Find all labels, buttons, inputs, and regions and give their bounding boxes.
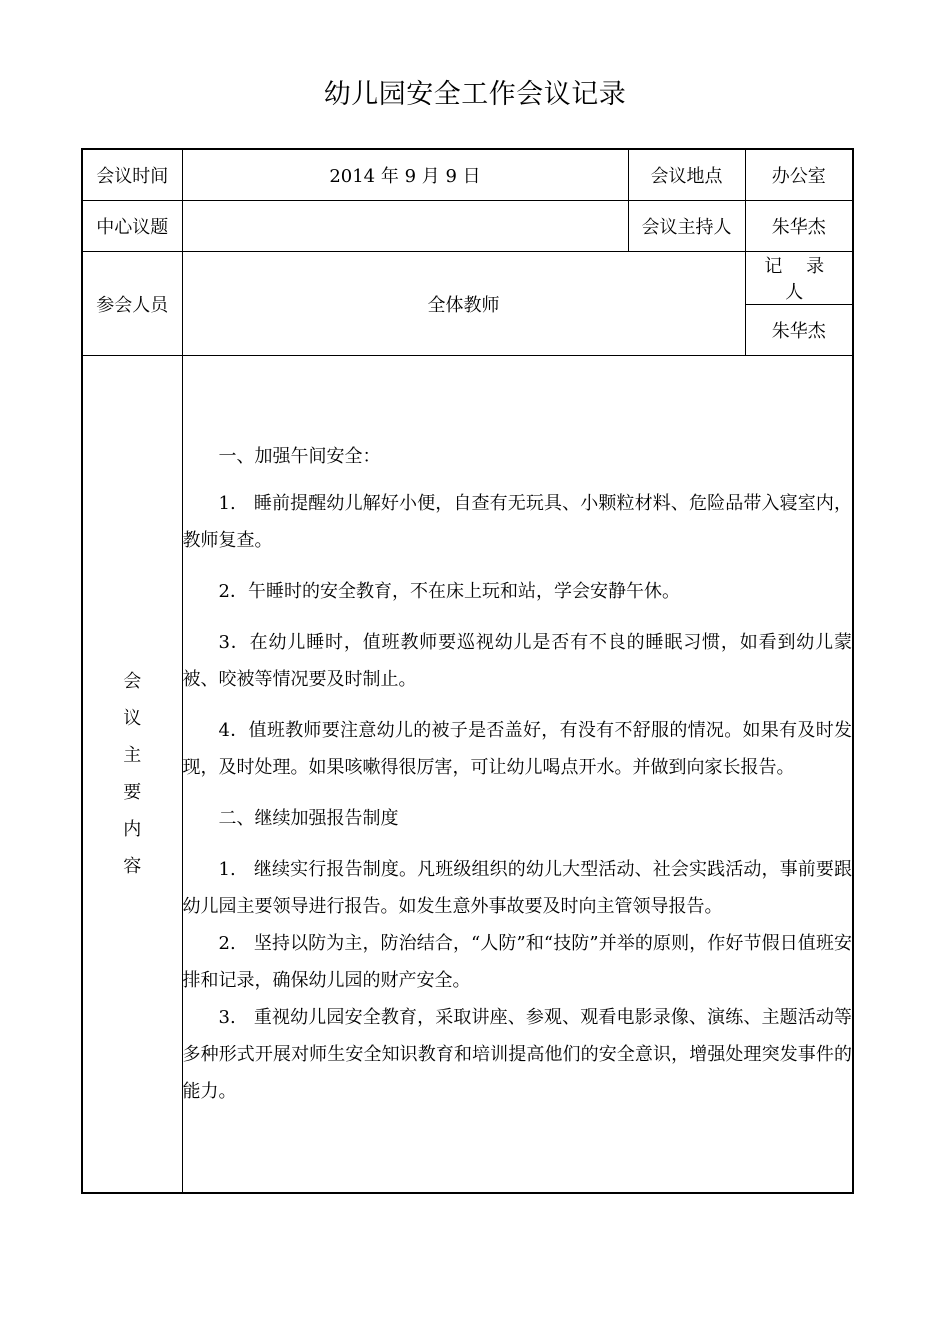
- main-content-label-char: 主: [123, 745, 142, 766]
- central-topic-value: [182, 201, 628, 252]
- list-item: 3. 重视幼儿园安全教育，采取讲座、参观、观看电影录像、演练、主题活动等多种形式开展对师生安全知识教育和培训提高他们的安全意识，增强处理突发事件的能力。: [182, 1007, 852, 1102]
- list-item: 1. 睡前提醒幼儿解好小便，自查有无玩具、小颗粒材料、危险品带入寝室内，教师复查。: [182, 493, 852, 551]
- section-heading: 一、加强午间安全：: [218, 446, 381, 467]
- main-content-label: [82, 356, 182, 1194]
- attendees-value: 全体教师: [182, 252, 745, 356]
- central-topic-label: 中心议题: [82, 201, 182, 252]
- list-item: 4．值班教师要注意幼儿的被子是否盖好，有没有不舒服的情况。如果有及时发现，及时处理。如果咳嗽得很厉害，可让幼儿喝点开水。并做到向家长报告。: [182, 720, 852, 778]
- main-content-label-char: 要: [123, 782, 142, 803]
- main-content-label-char: 议: [123, 708, 142, 729]
- section-heading: 二、继续加强报告制度: [218, 808, 399, 829]
- list-item: 1. 继续实行报告制度。凡班级组织的幼儿大型活动、社会实践活动，事前要跟幼儿园主要领导进行报告。如发生意外事故要及时向主管领导报告。: [182, 859, 852, 917]
- main-content-label-char: 会: [123, 671, 142, 692]
- meeting-place-label: 会议地点: [628, 149, 745, 201]
- meeting-time-label: 会议时间: [82, 149, 182, 201]
- document-title: 幼儿园安全工作会议记录: [323, 79, 627, 110]
- meeting-host-value: 朱华杰: [745, 201, 853, 252]
- recorder-value: 朱华杰: [745, 305, 853, 356]
- meeting-time-value: 2014 年 9 月 9 日: [182, 149, 628, 201]
- main-content-label-char: 内: [123, 819, 142, 840]
- main-content-label-char: 容: [123, 856, 142, 877]
- meeting-host-label: 会议主持人: [628, 201, 745, 252]
- list-item: 2. 坚持以防为主，防治结合，“人防”和“技防”并举的原则，作好节假日值班安排和记录，确保幼儿园的财产安全。: [182, 933, 852, 991]
- list-item: 3．在幼儿睡时，值班教师要巡视幼儿是否有不良的睡眠习惯，如看到幼儿蒙被、咬被等情况要及时制止。: [182, 632, 852, 690]
- attendees-label: 参会人员: [82, 252, 182, 356]
- list-item: 2．午睡时的安全教育，不在床上玩和站，学会安静午休。: [218, 581, 680, 602]
- recorder-label: 记 录 人: [745, 252, 853, 305]
- meeting-place-value: 办公室: [745, 149, 853, 201]
- meeting-record-table: [81, 148, 854, 1194]
- main-content-body: [182, 356, 853, 1194]
